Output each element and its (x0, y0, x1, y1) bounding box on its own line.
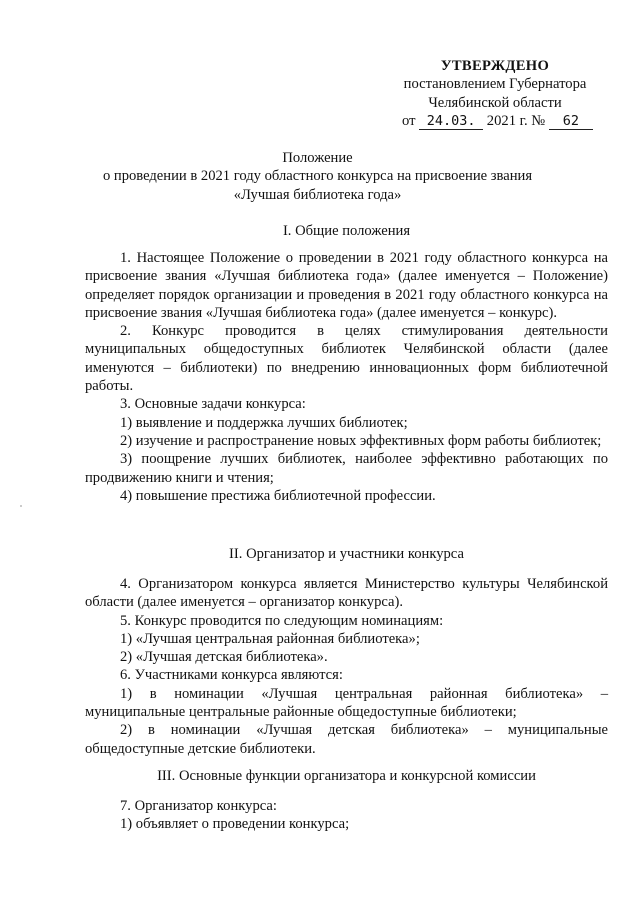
organizer-item-1: 1) объявляет о проведении конкурса; (120, 816, 350, 833)
approval-stamp (380, 57, 610, 130)
handwritten-date: 24.03. (419, 114, 483, 130)
section-2-heading: II. Организатор и участники конкурса (229, 546, 464, 562)
paragraph-1: 1. Настоящее Положение о проведении в 2021 году областного конкурса на присвоение звания «Лучшая библиотека года» (далее именуется – Положение) определяет порядок организации и проведения в 2021 году областного конкурса на присвоение звания «Лучшая библиотека года» (далее именуется – конкурс). (85, 250, 608, 321)
paragraph-2: 2. Конкурс проводится в целях стимулирования деятельности муниципальных общедоступных библиотек Челябинской области (далее именуются – библиотеки) по внедрению инновационных форм библиотечной работы. (85, 323, 608, 395)
title-line-2: о проведении в 2021 году областного конкурса на присвоение звания (102, 168, 533, 185)
nomination-item-2: 2) «Лучшая детская библиотека». (120, 649, 328, 666)
section-2-body (85, 575, 608, 758)
section-3-heading: III. Основные функции организатора и конкурсной комиссии (157, 768, 536, 784)
task-item-2: 2) изучение и распространение новых эффективных форм работы библиотек; (120, 432, 602, 449)
task-item-1: 1) выявление и поддержка лучших библиотек; (120, 414, 408, 431)
paragraph-7: 7. Организатор конкурса: (120, 798, 277, 814)
title-line-1: Положение (282, 150, 353, 166)
paragraph-4: 4. Организатором конкурса является Министерство культуры Челябинской области (далее именуется – организатор конкурса). (85, 576, 608, 611)
participant-item-1: 1) в номинации «Лучшая центральная районная библиотека» – муниципальные центральные районные общедоступные библиотеки; (85, 685, 608, 721)
approval-date-line (380, 112, 610, 130)
task-item-3: 3) поощрение лучших библиотек, наиболее эффективно работающих по продвижению книги и чтения; (85, 451, 608, 486)
approval-heading: УТВЕРЖДЕНО (440, 58, 550, 74)
handwritten-number: 62 (549, 114, 593, 130)
section-1-heading: I. Общие положения (282, 223, 411, 239)
year-and-number-label: 2021 г. № (486, 112, 546, 129)
participant-item-2: 2) в номинации «Лучшая детская библиотека» – муниципальные общедоступные детские библиотеки. (85, 722, 608, 757)
nomination-item-1: 1) «Лучшая центральная районная библиотека»; (120, 630, 420, 647)
approval-line-2: Челябинской области (428, 94, 562, 111)
paragraph-6: 6. Участниками конкурса являются: (120, 667, 343, 684)
approval-line-1: постановлением Губернатора (403, 76, 587, 93)
title-line-3: «Лучшая библиотека года» (233, 186, 402, 203)
scan-speck (20, 505, 22, 507)
paragraph-3: 3. Основные задачи конкурса: (120, 396, 306, 413)
document-title (85, 149, 550, 204)
date-prefix: от (402, 112, 416, 129)
section-3-body (85, 797, 608, 834)
paragraph-5: 5. Конкурс проводится по следующим номинациям: (120, 612, 444, 629)
section-1-body (85, 249, 608, 505)
task-item-4: 4) повышение престижа библиотечной профессии. (120, 487, 436, 504)
